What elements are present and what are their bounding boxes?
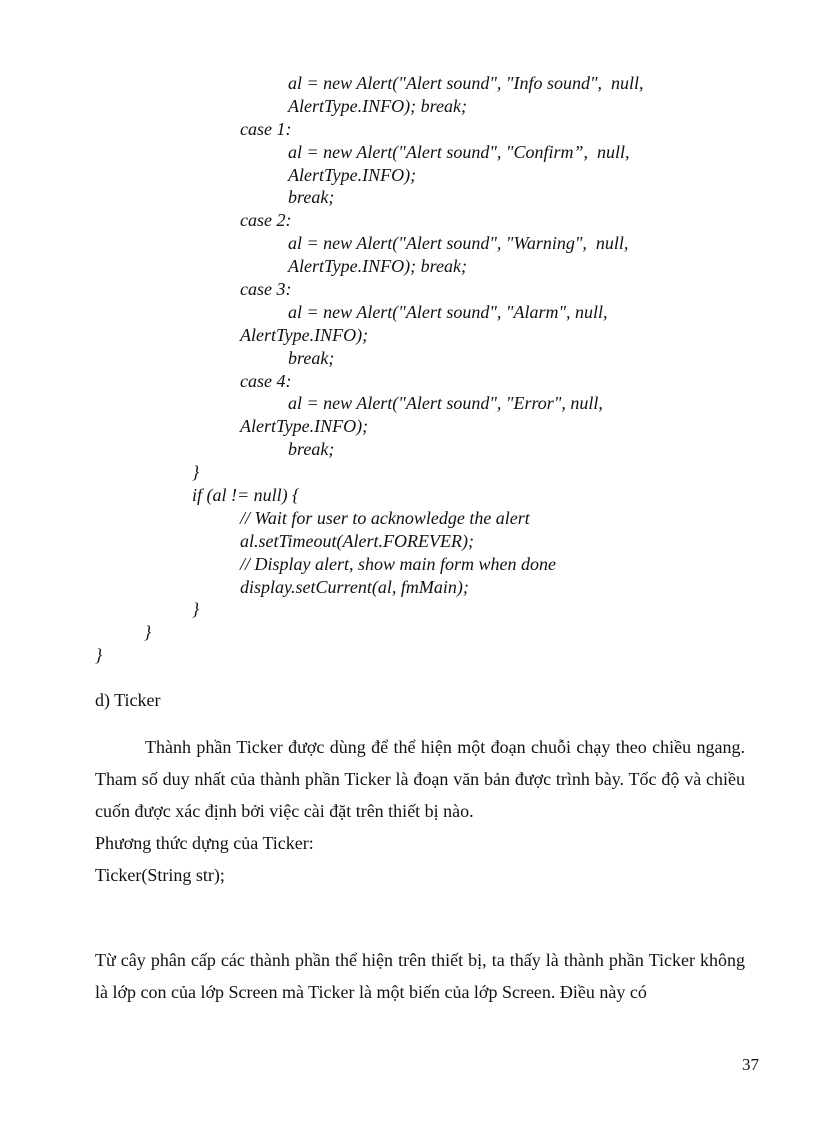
code-line: [0, 644, 816, 667]
paragraph: Thành phần Ticker được dùng để thể hiện một đoạn chuỗi chạy theo chiều ngang. Tham số duy nhất của thành phần Ticker là đoạn văn bản được trình bày. Tốc độ và chiều cuốn được xác định bởi việc cài đặt trên thiết bị nào.: [95, 737, 745, 821]
code-line-text: if (al != null) {: [192, 485, 300, 506]
code-line: [0, 553, 816, 576]
code-line-text: case 2:: [240, 210, 292, 231]
code-line-text: AlertType.INFO); break;: [288, 256, 467, 277]
code-line-text: break;: [288, 439, 335, 460]
code-line: [0, 392, 816, 415]
code-line-text: break;: [288, 347, 335, 368]
code-line-text: }: [192, 599, 200, 620]
code-line-text: AlertType.INFO);: [240, 416, 369, 437]
code-line-text: al = new Alert("Alert sound", "Confirm”, null,: [288, 141, 630, 162]
code-line: [0, 415, 816, 438]
code-line: [0, 141, 816, 164]
code-line: [0, 598, 816, 621]
code-line-text: // Display alert, show main form when done: [240, 553, 556, 574]
code-line: [0, 438, 816, 461]
code-line-text: break;: [288, 187, 335, 208]
code-line: [0, 484, 816, 507]
code-line: [0, 370, 816, 393]
code-line-text: }: [144, 622, 152, 643]
code-line-text: case 3:: [240, 279, 292, 300]
code-line-text: // Wait for user to acknowledge the alert: [240, 507, 530, 528]
code-line: [0, 576, 816, 599]
code-line-text: AlertType.INFO);: [288, 164, 417, 185]
code-line: [0, 232, 816, 255]
code-line: [0, 301, 816, 324]
code-line: [0, 621, 816, 644]
code-line: [0, 118, 816, 141]
document-body: [95, 687, 745, 1008]
code-line-text: display.setCurrent(al, fmMain);: [240, 576, 469, 597]
code-line: [0, 324, 816, 347]
code-line-text: case 4:: [240, 370, 292, 391]
code-line: [0, 530, 816, 553]
page-number: 37: [742, 1055, 759, 1074]
code-line: [0, 72, 816, 95]
code-line: [0, 255, 816, 278]
code-line: [0, 507, 816, 530]
code-line-text: al = new Alert("Alert sound", "Alarm", null,: [288, 301, 608, 322]
section-heading: d) Ticker: [95, 690, 161, 710]
code-line-text: al.setTimeout(Alert.FOREVER);: [240, 530, 474, 551]
code-line-text: AlertType.INFO); break;: [288, 95, 467, 116]
code-listing: [0, 72, 816, 667]
constructor-label: Phương thức dựng của Ticker:: [95, 833, 314, 853]
code-line: [0, 95, 816, 118]
code-line-text: case 1:: [240, 118, 292, 139]
code-line: [0, 461, 816, 484]
paragraph: Từ cây phân cấp các thành phần thể hiện trên thiết bị, ta thấy là thành phần Ticker không là lớp con của lớp Screen mà Ticker là một biến của lớp Screen. Điều này có: [95, 950, 745, 1002]
code-line-text: AlertType.INFO);: [240, 324, 369, 345]
code-line-text: al = new Alert("Alert sound", "Error", null,: [288, 393, 603, 414]
code-line-text: }: [95, 645, 103, 666]
code-line: [0, 186, 816, 209]
code-line-text: }: [192, 462, 200, 483]
spacer: [95, 891, 745, 926]
code-line: [0, 278, 816, 301]
code-line: [0, 164, 816, 187]
code-line-text: al = new Alert("Alert sound", "Info sound", null,: [288, 73, 644, 93]
code-line: [0, 209, 816, 232]
code-line-text: al = new Alert("Alert sound", "Warning", null,: [288, 233, 629, 254]
code-line: [0, 347, 816, 370]
constructor-signature: Ticker(String str);: [95, 865, 225, 885]
